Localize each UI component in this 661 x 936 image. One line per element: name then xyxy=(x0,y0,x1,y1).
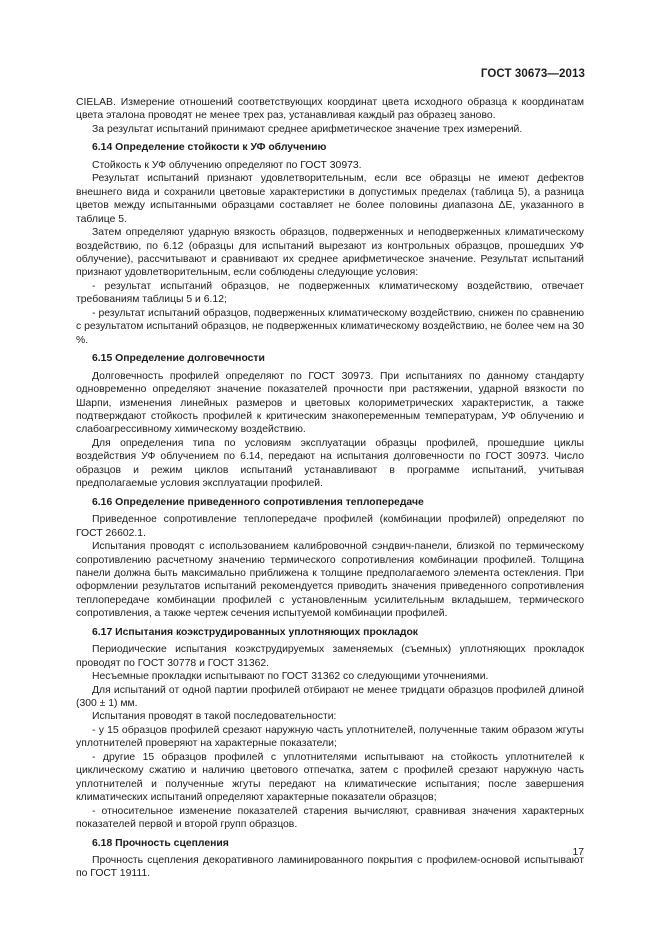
list-item: - результат испытаний образцов, подверженных климатическому воздействию, снижен по сравнению с результатом испытаний образцов, не подверженных климатическому воздействию, не более чем на 30 %. xyxy=(76,307,584,346)
section-heading-6-14: 6.14 Определение стойкости к УФ облучению xyxy=(92,142,327,154)
section-heading-6-18: 6.18 Прочность сцепления xyxy=(92,837,229,849)
paragraph: Результат испытаний признают удовлетворительным, если все образцы не имеют дефектов внешнего вида и сохранили цветовые характеристики в допустимых пределах (таблица 5), а разница цветов между испытанными образцами составляет не более половины диапазона ΔE, указанного в таблице 5. xyxy=(76,173,584,225)
paragraph: Испытания проводят в такой последовательности: xyxy=(92,711,337,723)
paragraph: Периодические испытания коэкструдируемых заменяемых (съемных) уплотняющих прокладок проводят по ГОСТ 30778 и ГОСТ 31362. xyxy=(76,644,584,669)
paragraph: Приведенное сопротивление теплопередаче профилей (комбинации профилей) определяют по ГОСТ 26602.1. xyxy=(76,514,584,539)
section-heading-6-16: 6.16 Определение приведенного сопротивления теплопередаче xyxy=(92,496,424,508)
paragraph: Несъемные прокладки испытывают по ГОСТ 31362 со следующими уточнениями. xyxy=(92,671,489,683)
paragraph: За результат испытаний принимают среднее арифметическое значение трех измерений. xyxy=(92,123,523,135)
paragraph: Затем определяют ударную вязкость образцов, подверженных и неподверженных климатическому воздействию, по 6.12 (образцы для испытаний вырезают из контрольных образцов, прошедших УФ облучение), рассчитывают и сравнивают их среднее арифметическое значение. Результат испытаний признают удовлетворительным, если соблюдены следующие условия: xyxy=(76,227,584,279)
list-item: - у 15 образцов профилей срезают наружную часть уплотнителей, полученные таким образом жгуты уплотнителей проверяют на характерные показатели; xyxy=(76,724,584,750)
paragraph: Стойкость к УФ облучению определяют по ГОСТ 30973. xyxy=(92,159,362,171)
list-item: - результат испытаний образцов, не подверженных климатическому воздействию, отвечает требованиям таблицы 5 и 6.12; xyxy=(76,280,584,306)
paragraph: Прочность сцепления декоративного ламинированного покрытия с профилем-основой испытывают по ГОСТ 19111. xyxy=(76,855,584,880)
section-heading-6-17: 6.17 Испытания коэкструдированных уплотняющих прокладок xyxy=(92,626,419,638)
page-number: 17 xyxy=(572,847,584,858)
paragraph: CIELAB. Измерение отношений соответствующих координат цвета исходного образца к координатам цвета эталона проводят не менее трех раз, устанавливая каждый раз образец заново. xyxy=(76,97,584,122)
list-item: - другие 15 образцов профилей с уплотнителями испытывают на стойкость уплотнителей к циклическому сжатию и наличию цветового отпечатка, затем с профилей срезают наружную часть уплотнителей и полученные жгуты передают на климатические испытания; после завершения климатических испытаний определяют характерные показатели образцов; xyxy=(76,751,584,804)
page-body xyxy=(76,96,584,881)
section-heading-6-15: 6.15 Определение долговечности xyxy=(92,353,265,365)
paragraph: Испытания проводят с использованием калибровочной сэндвич-панели, близкой по термическому сопротивлению расчетному значению термического сопротивления комбинации профилей. Толщина панели должна быть максимально приближена к толщине предполагаемого элемента остекления. При оформлении результатов испытаний рекомендуется приводить значения приведенного сопротивления теплопередаче комбинации профилей с установленным усилительным вкладышем, термического сопротивления, а также чертеж сечения испытуемой комбинации профилей. xyxy=(76,541,584,620)
document-id-header: ГОСТ 30673—2013 xyxy=(480,68,585,80)
paragraph: Для испытаний от одной партии профилей отбирают не менее тридцати образцов профилей длиной (300 ± 1) мм. xyxy=(76,684,584,710)
list-item: - относительное изменение показателей старения вычисляют, сравнивая значения характерных показателей первой и второй групп образцов. xyxy=(76,805,584,831)
paragraph: Долговечность профилей определяют по ГОСТ 30973. При испытаниях по данному стандарту одновременно определяют значение показателей прочности при растяжении, ударной вязкости по Шарпи, изменения линейных размеров и цветовых колориметрических характеристик, а также подтверждают стойкость профилей к критическим знакопеременным температурам, УФ облучению и слабоагрессивному химическому воздействию. xyxy=(76,370,584,436)
paragraph: Для определения типа по условиям эксплуатации образцы профилей, прошедшие циклы воздействия УФ облучением по 6.14, передают на испытания долговечности по ГОСТ 30973. Число образцов и режим циклов испытаний устанавливают в программе испытаний, учитывая предполагаемые условия эксплуатации профилей. xyxy=(76,437,584,490)
